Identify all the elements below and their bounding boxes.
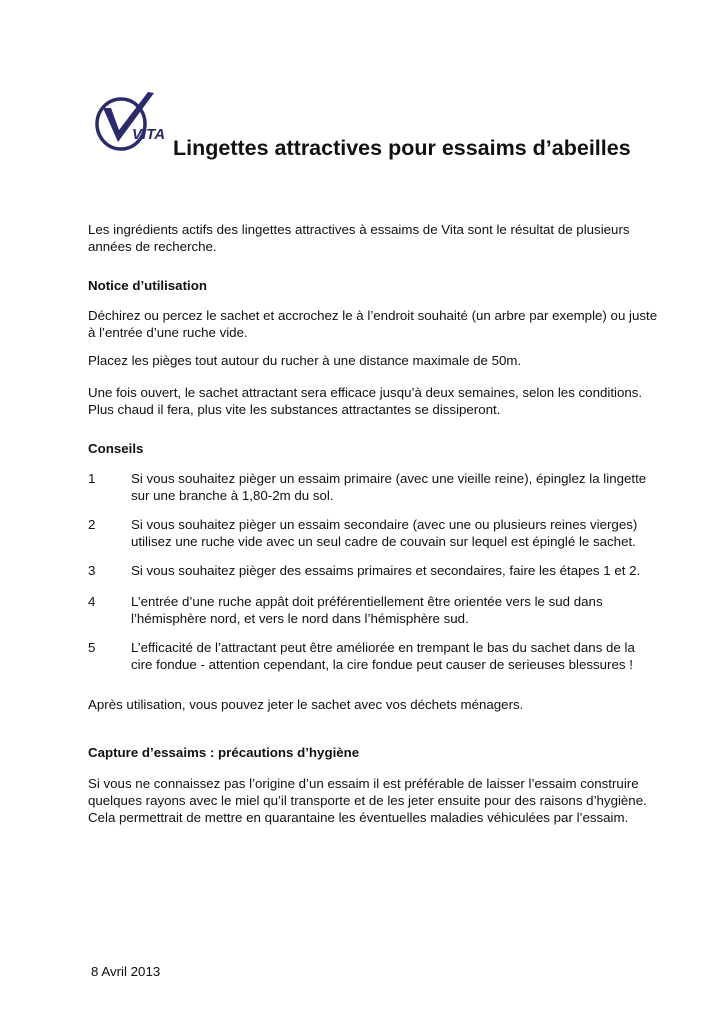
notice-paragraph-3: Une fois ouvert, le sachet attractant sera efficace jusqu’à deux semaines, selon les conditions. Plus chaud il fera, plus vite les substances attractantes se dissiperont. bbox=[88, 385, 643, 417]
conseil-text: L’entrée d’une ruche appât doit préférentiellement être orientée vers le sud dans l’hémisphère nord, et vers le nord dans l’hémisphère sud. bbox=[131, 594, 603, 626]
logo-text: VITA bbox=[132, 126, 166, 143]
conseil-text: L’efficacité de l’attractant peut être améliorée en trempant le bas du sachet dans de la cire fondue - attention cependant, la cire fondue peut causer de serieuses blessures ! bbox=[131, 640, 635, 672]
notice-paragraph-1: Déchirez ou percez le sachet et accrochez le à l’endroit souhaité (un arbre par exemple) ou juste à l’entrée d’une ruche vide. bbox=[88, 308, 658, 340]
conseil-number: 5 bbox=[88, 640, 96, 655]
conseil-text: Si vous souhaitez pièger des essaims primaires et secondaires, faire les étapes 1 et 2. bbox=[131, 563, 641, 578]
capture-heading: Capture d’essaims : précautions d’hygiène bbox=[88, 745, 360, 760]
conseil-text: Si vous souhaitez pièger un essaim primaire (avec une vieille reine), épinglez la lingette sur une branche à 1,80-2m du sol. bbox=[131, 471, 647, 503]
intro-paragraph: Les ingrédients actifs des lingettes attractives à essaims de Vita sont le résultat de plusieurs années de recherche. bbox=[88, 222, 630, 254]
conseil-number: 4 bbox=[88, 594, 96, 609]
capture-paragraph: Si vous ne connaissez pas l’origine d’un essaim il est préférable de laisser l’essaim construire quelques rayons avec le miel qu’il transporte et de les jeter ensuite pour des raisons d’hygiène. Cela permettrait de mettre en quarantaine les éventuelles maladies véhiculées par l’essaim. bbox=[88, 776, 647, 825]
conseil-number: 2 bbox=[88, 517, 96, 532]
conseil-text: Si vous souhaitez pièger un essaim secondaire (avec une ou plusieurs reines vierges) utilisez une ruche vide avec un seul cadre de couvain sur lequel est épinglé le sachet. bbox=[131, 517, 638, 549]
conseils-heading: Conseils bbox=[88, 441, 144, 456]
notice-paragraph-2: Placez les pièges tout autour du rucher à une distance maximale de 50m. bbox=[88, 353, 522, 368]
after-use-paragraph: Après utilisation, vous pouvez jeter le sachet avec vos déchets ménagers. bbox=[88, 697, 524, 712]
conseil-number: 1 bbox=[88, 471, 96, 486]
footer-date: 8 Avril 2013 bbox=[91, 964, 161, 979]
document-title: Lingettes attractives pour essaims d’abeilles bbox=[173, 136, 631, 160]
notice-heading: Notice d’utilisation bbox=[88, 278, 207, 293]
vita-logo bbox=[94, 90, 166, 156]
conseil-number: 3 bbox=[88, 563, 96, 578]
